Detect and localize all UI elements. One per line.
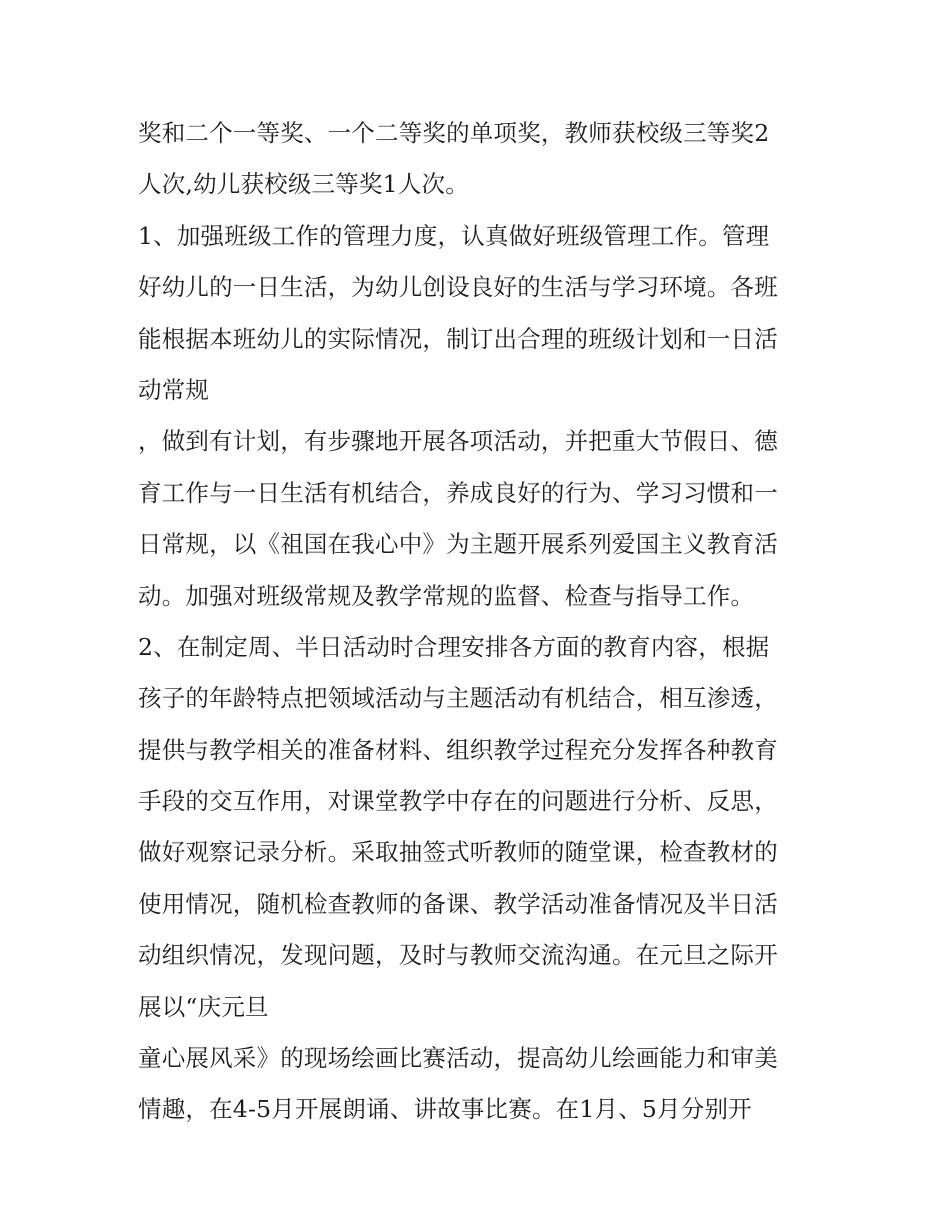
text-line: 动。加强对班级常规及教学常规的监督、检查与指导工作。 xyxy=(138,581,755,610)
text-line: 使用情况，随机检查教师的备课、教学活动准备情况及半日活 xyxy=(138,889,778,918)
text-line: 提供与教学相关的准备材料、组织教学过程充分发挥各种教育 xyxy=(138,735,778,764)
body-text xyxy=(138,108,828,1136)
text-line: 好幼儿的一日生活，为幼儿创设良好的生活与学习环境。各班 xyxy=(138,273,778,302)
text-line: 人次,幼儿获校级三等奖1人次。 xyxy=(138,170,469,199)
text-line: 展以“庆元旦 xyxy=(138,992,269,1021)
text-line: ，做到有计划，有步骤地开展各项活动，并把重大节假日、德 xyxy=(138,427,778,456)
text-line: 情趣，在4-5月开展朗诵、讲故事比赛。在1月、5月分别开 xyxy=(138,1095,752,1124)
text-line: 孩子的年龄特点把领域活动与主题活动有机结合，相互渗透， xyxy=(138,684,778,713)
text-line: 动组织情况，发现问题，及时与教师交流沟通。在元旦之际开 xyxy=(138,941,778,970)
text-line: 童心展风采》的现场绘画比赛活动，提高幼儿绘画能力和审美 xyxy=(138,1044,778,1073)
text-line: 做好观察记录分析。采取抽签式听教师的随堂课，检查教材的 xyxy=(138,838,778,867)
text-line: 2、在制定周、半日活动时合理安排各方面的教育内容，根据 xyxy=(138,632,770,661)
text-line: 能根据本班幼儿的实际情况，制订出合理的班级计划和一日活 xyxy=(138,324,778,353)
text-line: 育工作与一日生活有机结合，养成良好的行为、学习习惯和一 xyxy=(138,478,778,507)
text-line: 奖和二个一等奖、一个二等奖的单项奖，教师获校级三等奖2 xyxy=(138,119,770,147)
text-line: 1、加强班级工作的管理力度，认真做好班级管理工作。管理 xyxy=(138,221,770,250)
text-line: 手段的交互作用，对课堂教学中存在的问题进行分析、反思， xyxy=(138,787,778,816)
text-line: 日常规，以《祖国在我心中》为主题开展系列爱国主义教育活 xyxy=(138,530,778,559)
text-line: 动常规 xyxy=(138,375,210,404)
